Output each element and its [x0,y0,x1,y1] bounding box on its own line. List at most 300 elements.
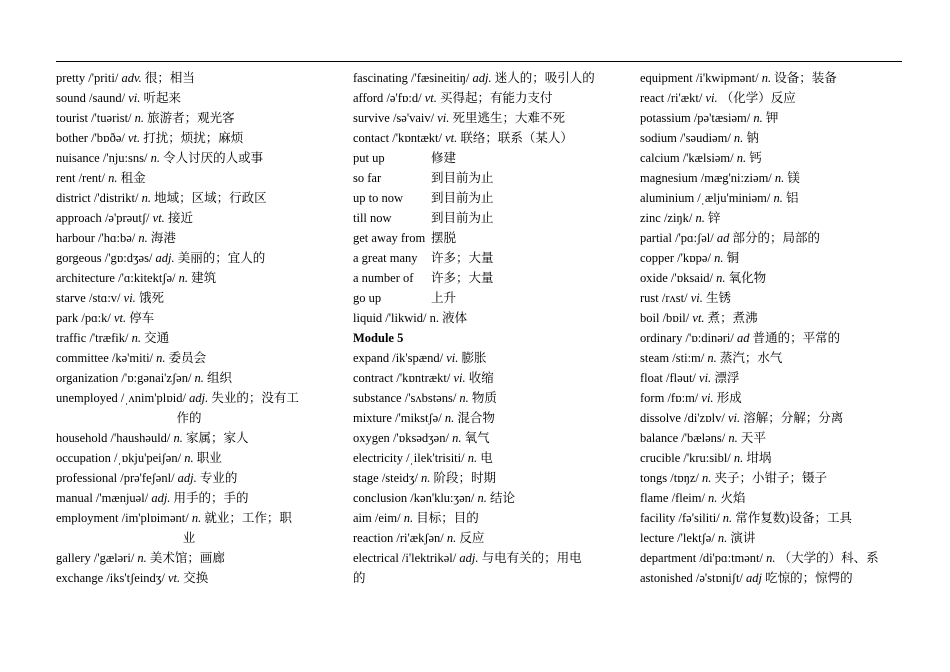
part-of-speech: ad [736,331,750,345]
vocab-entry [56,148,322,168]
vocab-entry [56,428,322,448]
vocab-entry [640,368,906,388]
phonetic-text: /'ɒ:gənai'zʃən/ [121,371,192,385]
meaning-text: 电 [480,451,493,465]
part-of-speech: n. [717,531,728,545]
part-of-speech: vt. [113,311,127,325]
meaning-text: 失业的；没有工 [211,391,299,405]
word-text: expand [353,351,390,365]
word-text: park [56,311,79,325]
module-heading: Module 5 [353,331,404,345]
word-text: fascinating [353,71,408,85]
phrase-entry [353,288,618,308]
word-text: manual [56,491,93,505]
word-text: electricity [353,451,403,465]
phonetic-text: /bɒil/ [662,311,690,325]
phonetic-text: /'bɒðə/ [91,131,125,145]
part-of-speech: n. [150,151,160,165]
meaning-text: 膨胀 [461,351,487,365]
part-of-speech: vt. [127,131,141,145]
phonetic-text: /im'plɒimənt/ [121,511,189,525]
meaning-text: 物质 [471,391,497,405]
meaning-text: 阶段；时期 [433,471,497,485]
word-text: aim [353,511,372,525]
word-text: calcium [640,151,680,165]
meaning-text: 委员会 [168,351,207,365]
word-text: flame [640,491,669,505]
word-text: crucible [640,451,681,465]
phonetic-text: /'kru:sibl/ [683,451,731,465]
vocab-entry [640,88,906,108]
vocab-entry [353,408,618,428]
word-text: ordinary [640,331,683,345]
meaning-text: 组织 [207,371,233,385]
phonetic-text: /'hɑ:bə/ [98,231,136,245]
meaning-continuation: 作的 [176,411,202,425]
word-text: liquid [353,311,383,325]
phonetic-text: /'mikstʃə/ [395,411,442,425]
meaning-text: 摆脱 [431,231,457,245]
meaning-text: 火焰 [720,491,746,505]
vocab-entry [353,128,618,148]
phonetic-text: /kə'miti/ [111,351,154,365]
vocab-entry [353,548,618,588]
part-of-speech: n. [695,211,705,225]
vocab-entry [640,188,906,208]
phonetic-text: /ziŋk/ [663,211,693,225]
phrase-entry [353,168,618,188]
phonetic-text: /fɒ:m/ [667,391,699,405]
part-of-speech: adj. [177,471,197,485]
meaning-text: 铝 [786,191,799,205]
vocab-entry [640,108,906,128]
word-text: traffic [56,331,87,345]
part-of-speech: n. [403,511,414,525]
vocab-entry [640,168,906,188]
part-of-speech: adj. [189,391,209,405]
phonetic-text: /'səudiəm/ [679,131,731,145]
part-of-speech: n. [452,431,462,445]
word-text: float [640,371,663,385]
meaning-text: 钠 [746,131,759,145]
phonetic-text: /mæg'ni:ziəm/ [700,171,772,185]
word-text: professional [56,471,118,485]
part-of-speech: n. [702,471,712,485]
vocab-entry [640,468,906,488]
vocab-entry [640,548,906,568]
word-text: sound [56,91,86,105]
phrase-text: a number of [353,271,414,285]
vocab-entry [56,188,322,208]
vocab-entry [56,328,322,348]
word-text: lecture [640,531,675,545]
part-of-speech: vi. [123,291,136,305]
word-text: household [56,431,108,445]
part-of-speech: n. [138,231,148,245]
part-of-speech: n. [766,551,776,565]
meaning-text: 生锈 [705,291,731,305]
part-of-speech: vt. [167,571,181,585]
vocab-entry [56,568,322,588]
meaning-text: 收缩 [468,371,494,385]
word-text: gallery [56,551,91,565]
word-text: pretty [56,71,86,85]
word-text: substance [353,391,402,405]
header-rule [56,61,902,62]
meaning-text: （大学的）科、系 [778,551,879,565]
meaning-text: 氧气 [464,431,490,445]
phonetic-text: /'ɒksədʒən/ [392,431,449,445]
word-text: equipment [640,71,693,85]
phonetic-text: /'kɒpə/ [677,251,711,265]
phrase-text: so far [353,171,382,185]
part-of-speech: n. [141,191,151,205]
meaning-text: 很；相当 [144,71,195,85]
part-of-speech: n. [773,191,783,205]
vocab-entry [56,508,322,548]
meaning-continuation: 业 [182,531,196,545]
vocab-entry [56,348,322,368]
part-of-speech: n. [137,551,147,565]
word-text: reaction [353,531,394,545]
part-of-speech: n. [156,351,166,365]
vocab-entry [640,128,906,148]
phonetic-text: /ə'prəutʃ/ [104,211,150,225]
word-text: department [640,551,697,565]
meaning-text: 设备；装备 [774,71,837,85]
part-of-speech: n. [467,451,478,465]
phonetic-text: /ə'stɒniʃt/ [695,571,743,585]
word-text: gorgeous [56,251,102,265]
phonetic-text: /'distrikt/ [93,191,139,205]
meaning-text: 结论 [489,491,515,505]
word-text: contact [353,131,390,145]
vocab-entry [56,308,322,328]
meaning-text: 溶解；分解；分离 [743,411,844,425]
part-of-speech: n. [714,251,724,265]
phonetic-text: /di'zɒlv/ [684,411,725,425]
meaning-text: 常作复数)设备；工具 [735,511,852,525]
meaning-text: 停车 [129,311,155,325]
part-of-speech: n. [184,451,194,465]
vocab-entry [56,88,322,108]
vocab-entry [640,428,906,448]
phonetic-text: /'nju:sns/ [102,151,148,165]
phonetic-text: /'lektʃə/ [677,531,715,545]
vocab-entry [353,508,618,528]
phrase-entry [353,228,618,248]
meaning-text: 专业的 [199,471,238,485]
phonetic-text: /'ɒksaid/ [670,271,714,285]
word-text: survive [353,111,390,125]
vocab-entry [640,568,906,588]
phrase-text: go up [353,291,382,305]
phonetic-text: /rent/ [78,171,105,185]
meaning-text: （化学）反应 [720,91,796,105]
meaning-text: 饿死 [138,291,164,305]
phonetic-text: /pɑ:k/ [81,311,111,325]
vocab-entry [353,528,618,548]
vocab-entry [56,448,322,468]
word-text: bother [56,131,88,145]
vocab-entry [56,208,322,228]
phonetic-text: /'mænjuəl/ [95,491,149,505]
phonetic-text: /kən'klu:ʒən/ [410,491,475,505]
part-of-speech: n. [173,431,183,445]
meaning-text: 海港 [150,231,176,245]
meaning-text: 买得起；有能力支付 [440,91,553,105]
meaning-text: 就业；工作；职 [204,511,292,525]
word-text: employment [56,511,119,525]
phrase-text: till now [353,211,392,225]
word-text: contract [353,371,394,385]
phonetic-text: /fleim/ [671,491,705,505]
vocab-entry [640,288,906,308]
vocab-entry [640,268,906,288]
word-text: zinc [640,211,661,225]
vocab-entry [640,408,906,428]
meaning-text: 反应 [459,531,485,545]
word-text: harbour [56,231,95,245]
phonetic-text: /prə'feʃənl/ [120,471,175,485]
part-of-speech: vt. [152,211,165,225]
phonetic-text: /'priti/ [88,71,119,85]
part-of-speech: n. [421,471,431,485]
meaning-text: 听起来 [143,91,182,105]
part-of-speech: n. [707,351,717,365]
word-text: electrical [353,551,399,565]
phrase-entry [353,188,618,208]
word-text: boil [640,311,660,325]
word-text: nuisance [56,151,100,165]
word-text: approach [56,211,102,225]
part-of-speech: adj. [459,551,479,565]
meaning-text: 建筑 [191,271,217,285]
vocab-entry [56,168,322,188]
vocab-entry [56,248,322,268]
word-text: oxide [640,271,668,285]
part-of-speech: n. [716,271,726,285]
word-text: exchange [56,571,104,585]
phonetic-text: /ə'fɒ:d/ [386,91,422,105]
part-of-speech: adj. [151,491,171,505]
phonetic-text: /eim/ [374,511,401,525]
vocab-entry [353,468,618,488]
vocab-column-2 [353,68,618,588]
part-of-speech: n. [477,491,487,505]
word-text: stage [353,471,379,485]
vocab-entry [56,388,322,428]
word-text: balance [640,431,679,445]
meaning-text: 混合物 [457,411,495,425]
part-of-speech: n. [736,151,747,165]
word-text: copper [640,251,675,265]
phonetic-text: /ˌilek'trisiti/ [406,451,465,465]
word-text: unemployed [56,391,118,405]
meaning-text: 修建 [431,151,457,165]
phonetic-text: /ˌɒkju'peiʃən/ [113,451,182,465]
meaning-text: 演讲 [730,531,756,545]
phonetic-text: /i'lektrikəl/ [401,551,457,565]
phonetic-text: /rʌst/ [661,291,688,305]
meaning-text: 许多；大量 [431,251,494,265]
meaning-text: 打扰；烦扰；麻烦 [143,131,244,145]
vocab-entry [353,448,618,468]
vocab-entry [640,248,906,268]
meaning-text: 交通 [144,331,170,345]
phonetic-text: /'sʌbstəns/ [404,391,457,405]
meaning-text: 吃惊的；惊愕的 [765,571,853,585]
part-of-speech: adj [746,571,762,585]
part-of-speech: adj. [472,71,492,85]
phonetic-text: /ik'spænd/ [392,351,444,365]
meaning-text: 钾 [765,111,779,125]
phrase-text: get away from [353,231,426,245]
vocab-entry [640,348,906,368]
phonetic-text: /sə'vaiv/ [392,111,435,125]
phonetic-text: /pə'tæsiəm/ [693,111,751,125]
vocab-entry [56,368,322,388]
meaning-text: 部分的；局部的 [732,231,820,245]
word-text: tongs [640,471,668,485]
word-text: partial [640,231,672,245]
phonetic-text: /stɑ:v/ [88,291,121,305]
meaning-text: 到目前为止 [431,191,494,205]
part-of-speech: vt. [692,311,705,325]
vocab-entry [640,308,906,328]
meaning-text: 铜 [726,251,740,265]
meaning-text: 夹子；小钳子；镊子 [714,471,828,485]
meaning-text: 上升 [431,291,457,305]
phonetic-text: /fləut/ [666,371,696,385]
phonetic-text: /'kælsiəm/ [682,151,734,165]
word-text: mixture [353,411,392,425]
word-text: architecture [56,271,115,285]
part-of-speech: n. [444,411,455,425]
vocab-entry [56,128,322,148]
part-of-speech: vi. [727,411,741,425]
vocab-entry [56,468,322,488]
phrase-text: a great many [353,251,418,265]
part-of-speech: n. [733,451,744,465]
phonetic-text: /'likwid/ [385,311,427,325]
phrase-entry [353,268,618,288]
vocab-entry [56,228,322,248]
meaning-text: 蒸汽；水气 [719,351,783,365]
vocab-entry [640,208,906,228]
meaning-continuation: 的 [353,571,366,585]
meaning-text: 许多；大量 [431,271,494,285]
phonetic-text: /'ɒ:dinəri/ [685,331,734,345]
phonetic-text: /'bæləns/ [681,431,726,445]
part-of-speech: n. [446,531,457,545]
part-of-speech: n. [194,371,204,385]
word-text: conclusion [353,491,408,505]
part-of-speech: n. [429,311,439,325]
part-of-speech: vi. [701,391,714,405]
meaning-text: 家属；家人 [186,431,249,445]
part-of-speech: vi. [690,291,703,305]
vocab-entry [353,388,618,408]
meaning-text: 漂浮 [714,371,740,385]
phonetic-text: /'pɑ:ʃəl/ [675,231,714,245]
meaning-text: 与电有关的；用电 [481,551,582,565]
word-text: facility [640,511,676,525]
meaning-text: 镁 [787,171,800,185]
meaning-text: 美术馆；画廊 [149,551,225,565]
word-text: astonished [640,571,693,585]
meaning-text: 死里逃生；大难不死 [452,111,565,125]
phonetic-text: /fə'siliti/ [678,511,720,525]
part-of-speech: n. [134,111,145,125]
meaning-text: 令人讨厌的人或事 [163,151,264,165]
part-of-speech: vi. [437,111,450,125]
vocab-entry [353,308,618,328]
vocab-entry [353,428,618,448]
meaning-text: 天平 [740,431,766,445]
phrase-text: put up [353,151,385,165]
phonetic-text: /ri'ækʃən/ [396,531,444,545]
part-of-speech: n. [108,171,118,185]
word-text: rent [56,171,76,185]
word-text: react [640,91,665,105]
vocab-column-3 [640,68,906,588]
word-text: sodium [640,131,677,145]
vocab-entry [640,228,906,248]
vocab-entry [640,388,906,408]
word-text: steam [640,351,670,365]
word-text: aluminium [640,191,695,205]
part-of-speech: n. [753,111,763,125]
word-text: rust [640,291,659,305]
meaning-text: 职业 [196,451,222,465]
word-text: starve [56,291,86,305]
phonetic-text: /saund/ [89,91,126,105]
vocab-entry [56,288,322,308]
part-of-speech: n. [733,131,744,145]
meaning-text: 地域；区域；行政区 [154,191,267,205]
meaning-text: 联络；联系（某人） [460,131,573,145]
word-text: occupation [56,451,111,465]
phonetic-text: /'haushəuld/ [110,431,171,445]
vocab-entry [56,108,322,128]
meaning-text: 交换 [183,571,209,585]
meaning-text: 液体 [442,311,468,325]
meaning-text: 氧化物 [728,271,767,285]
part-of-speech: n. [178,271,188,285]
part-of-speech: adj. [155,251,175,265]
phonetic-text: /tɒŋz/ [670,471,699,485]
meaning-text: 接近 [167,211,193,225]
meaning-text: 到目前为止 [431,211,494,225]
meaning-text: 美丽的；宜人的 [177,251,266,265]
vocab-entry [353,348,618,368]
phrase-entry [353,208,618,228]
meaning-text: 迷人的；吸引人的 [494,71,595,85]
vocab-entry [640,488,906,508]
vocab-entry [640,528,906,548]
word-text: committee [56,351,109,365]
part-of-speech: vi. [128,91,141,105]
meaning-text: 租金 [120,171,146,185]
part-of-speech: vi. [699,371,712,385]
part-of-speech: n. [708,491,718,505]
part-of-speech: n. [131,331,141,345]
vocab-entry [56,68,322,88]
phonetic-text: /'tuərist/ [91,111,132,125]
meaning-text: 锌 [707,211,721,225]
phrase-entry [353,248,618,268]
